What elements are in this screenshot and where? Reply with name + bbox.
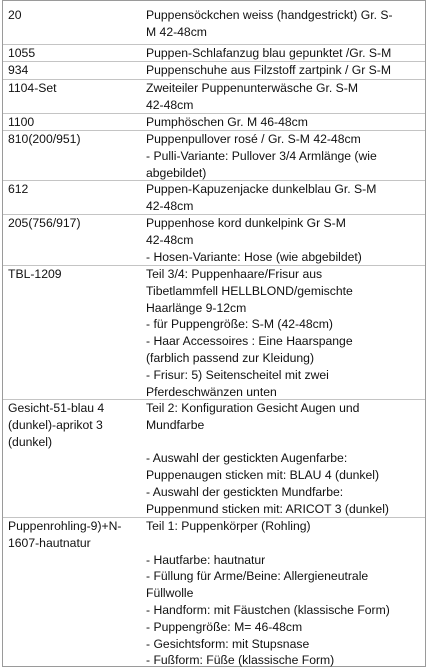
desc-line: Füllwolle [146, 586, 194, 601]
table-row [3, 44, 425, 62]
desc-line: Teil 1: Puppenkörper (Rohling) [146, 519, 311, 533]
article-code [8, 400, 136, 450]
desc-line: M 42-48cm [146, 24, 207, 39]
article-description [146, 114, 422, 131]
code-line: 205(756/917) [8, 216, 81, 230]
code-line: 20 [8, 8, 22, 22]
desc-line: - Puppengröße: M= 46-48cm [146, 619, 303, 634]
article-description [146, 45, 422, 62]
desc-line: - Auswahl der gestickten Augenfarbe: [146, 451, 348, 466]
article-description [146, 400, 422, 518]
desc-line [146, 434, 422, 451]
desc-line: Haarlänge 9-12cm [146, 300, 247, 315]
code-line: 810(200/951) [8, 132, 81, 146]
article-description [146, 215, 422, 265]
desc-line: - Haar Accessoires : Eine Haarspange [146, 334, 353, 349]
code-line: (dunkel) [8, 434, 53, 449]
desc-line: - Pulli-Variante: Pullover 3/4 Armlänge (wie [146, 148, 377, 163]
code-line: 1055 [8, 46, 36, 60]
article-description [146, 266, 422, 400]
desc-line: abgebildet) [146, 165, 207, 180]
desc-line: Puppen-Schlafanzug blau gepunktet /Gr. S-M [146, 46, 392, 60]
code-line: Puppenrohling-9)+N- [8, 519, 122, 533]
desc-line: - Auswahl der gestickten Mundfarbe: [146, 484, 344, 499]
article-code [8, 45, 136, 62]
desc-line: Mundfarbe [146, 417, 205, 432]
desc-line: - Fußform: Füße (klassische Form) [146, 653, 335, 668]
article-code [8, 181, 136, 198]
code-line: 1104-Set [8, 81, 57, 95]
code-line: 612 [8, 182, 29, 196]
desc-line: Teil 3/4: Puppenhaare/Frisur aus [146, 267, 323, 281]
desc-line [146, 535, 422, 552]
article-code [8, 62, 136, 79]
table-row [3, 399, 425, 518]
desc-line: - Hosen-Variante: Hose (wie abgebildet) [146, 249, 362, 264]
code-line: (dunkel)-aprikot 3 [8, 417, 103, 432]
desc-line: - Füllung für Arme/Beine: Allergieneutrale [146, 569, 369, 584]
desc-line: 42-48cm [146, 198, 194, 213]
desc-line: Puppenmund sticken mit: ARICOT 3 (dunkel) [146, 501, 389, 516]
table-row [3, 130, 425, 181]
desc-line: Puppenhose kord dunkelpink Gr S-M [146, 216, 346, 230]
code-line: TBL-1209 [8, 267, 62, 281]
article-description [146, 62, 422, 79]
table-row [3, 214, 425, 266]
desc-line: Puppenschuhe aus Filzstoff zartpink / Gr S-M [146, 63, 391, 77]
code-line: 1100 [8, 115, 35, 129]
article-code [8, 215, 136, 232]
desc-line: (farblich passend zur Kleidung) [146, 350, 315, 365]
table-row [3, 180, 425, 215]
table-row [3, 113, 425, 131]
table-row [3, 265, 425, 400]
article-code [8, 80, 136, 97]
desc-line: Teil 2: Konfiguration Gesicht Augen und [146, 401, 360, 415]
table-row [3, 79, 425, 114]
desc-line: - Hautfarbe: hautnatur [146, 552, 266, 567]
code-line: 1607-hautnatur [8, 535, 91, 550]
desc-line: Puppensöckchen weiss (handgestrickt) Gr. S- [146, 8, 393, 22]
article-description [146, 80, 422, 114]
article-code [8, 131, 136, 148]
desc-line: - Handform: mit Fäustchen (klassische Form) [146, 602, 390, 617]
product-table [2, 0, 426, 667]
article-code [8, 266, 136, 283]
desc-line: - Frisur: 5) Seitenscheitel mit zwei [146, 367, 329, 382]
article-code [8, 7, 136, 24]
table-row [3, 7, 425, 43]
desc-line: Pferdeschwänzen unten [146, 384, 277, 399]
article-description [146, 518, 422, 669]
desc-line: - für Puppengröße: S-M (42-48cm) [146, 317, 333, 332]
desc-line: Puppenaugen sticken mit: BLAU 4 (dunkel) [146, 468, 380, 483]
code-line: Gesicht-51-blau 4 [8, 401, 105, 415]
code-line: 934 [8, 63, 29, 77]
desc-line: 42-48cm [146, 97, 194, 112]
desc-line: Puppen-Kapuzenjacke dunkelblau Gr. S-M [146, 182, 377, 196]
desc-line: Puppenpullover rosé / Gr. S-M 42-48cm [146, 132, 361, 146]
desc-line: 42-48cm [146, 232, 194, 247]
article-code [8, 114, 136, 131]
desc-line: - Gesichtsform: mit Stupsnase [146, 636, 310, 651]
desc-line: Pumphöschen Gr. M 46-48cm [146, 115, 308, 129]
article-description [146, 131, 422, 181]
desc-line: Tibetlammfell HELLBLOND/gemischte [146, 283, 353, 298]
article-description [146, 181, 422, 215]
article-description [146, 7, 422, 41]
table-row [3, 517, 425, 668]
desc-line: Zweiteiler Puppenunterwäsche Gr. S-M [146, 81, 359, 95]
table-row [3, 61, 425, 80]
article-code [8, 518, 136, 552]
